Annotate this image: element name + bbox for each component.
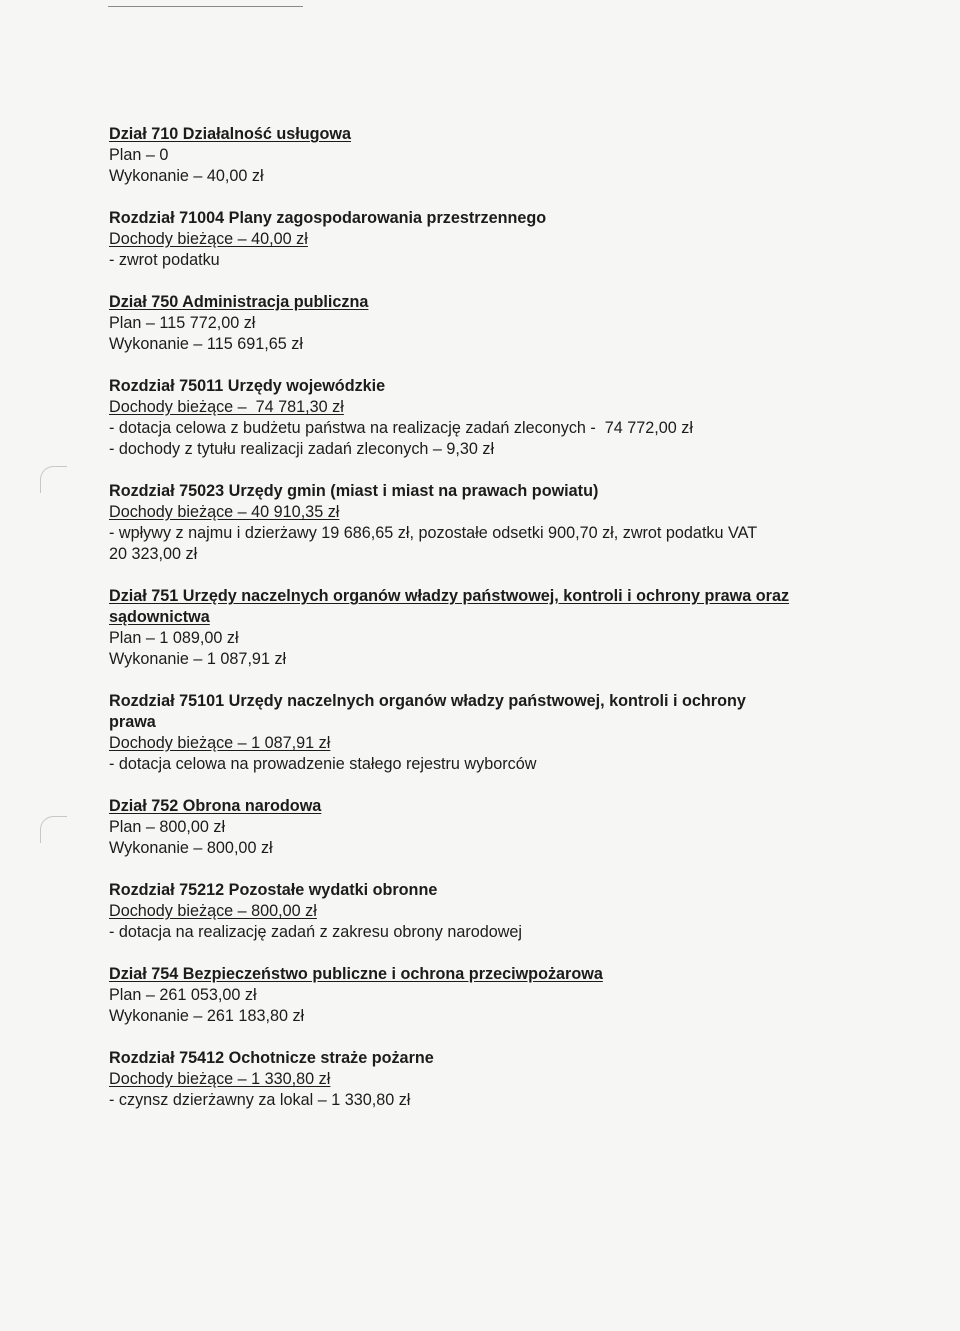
plan-line: Plan – 261 053,00 zł [109,986,257,1004]
section-dzial-710 [109,124,809,187]
section-heading: Dział 750 Administracja publiczna [109,293,369,311]
plan-line: Plan – 1 089,00 zł [109,629,239,647]
section-rozdzial-75101 [109,691,809,775]
section-dzial-752 [109,796,809,859]
item-line: - dotacja celowa z budżetu państwa na realizację zadań zleconych - 74 772,00 zł [109,419,693,437]
section-heading: Rozdział 71004 Plany zagospodarowania przestrzennego [109,209,547,227]
income-line: Dochody bieżące – 1 330,80 zł [109,1070,331,1088]
section-heading: Rozdział 75101 Urzędy naczelnych organów władzy państwowej, kontroli i ochrony prawa [109,692,746,731]
section-heading: Rozdział 75412 Ochotnicze straże pożarne [109,1049,434,1067]
punch-hole-mark [40,466,67,493]
section-heading: Rozdział 75212 Pozostałe wydatki obronne [109,881,438,899]
income-line: Dochody bieżące – 40 910,35 zł [109,503,340,521]
item-line: - czynsz dzierżawny za lokal – 1 330,80 zł [109,1091,411,1109]
section-heading: Dział 754 Bezpieczeństwo publiczne i ochrona przeciwpożarowa [109,965,603,983]
section-rozdzial-75023 [109,481,809,565]
section-dzial-751 [109,586,809,670]
item-line: - wpływy z najmu i dzierżawy 19 686,65 zł, pozostałe odsetki 900,70 zł, zwrot podatku VAT 20 323,00 zł [109,524,757,563]
top-rule [108,6,303,7]
section-heading: Dział 751 Urzędy naczelnych organów władzy państwowej, kontroli i ochrony prawa oraz sądownictwa [109,587,790,626]
punch-hole-mark [40,816,67,843]
section-dzial-750 [109,292,809,355]
income-line: Dochody bieżące – 74 781,30 zł [109,398,344,416]
item-line: - dotacja na realizację zadań z zakresu obrony narodowej [109,923,523,941]
execution-line: Wykonanie – 1 087,91 zł [109,650,287,668]
execution-line: Wykonanie – 800,00 zł [109,839,273,857]
section-rozdzial-75011 [109,376,809,460]
section-heading: Dział 710 Działalność usługowa [109,125,351,143]
item-line: - zwrot podatku [109,251,220,269]
income-line: Dochody bieżące – 800,00 zł [109,902,317,920]
income-line: Dochody bieżące – 1 087,91 zł [109,734,331,752]
section-dzial-754 [109,964,809,1027]
plan-line: Plan – 800,00 zł [109,818,226,836]
section-heading: Dział 752 Obrona narodowa [109,797,322,815]
section-heading: Rozdział 75023 Urzędy gmin (miast i miast na prawach powiatu) [109,482,599,500]
item-line: - dochody z tytułu realizacji zadań zleconych – 9,30 zł [109,440,495,458]
execution-line: Wykonanie – 261 183,80 zł [109,1007,305,1025]
item-line: - dotacja celowa na prowadzenie stałego rejestru wyborców [109,755,537,773]
income-line: Dochody bieżące – 40,00 zł [109,230,308,248]
section-rozdzial-75212 [109,880,809,943]
plan-line: Plan – 115 772,00 zł [109,314,256,332]
plan-line: Plan – 0 [109,146,169,164]
execution-line: Wykonanie – 40,00 zł [109,167,264,185]
section-rozdzial-71004 [109,208,809,271]
document-body [109,124,809,1111]
execution-line: Wykonanie – 115 691,65 zł [109,335,303,353]
section-rozdzial-75412 [109,1048,809,1111]
section-heading: Rozdział 75011 Urzędy wojewódzkie [109,377,386,395]
